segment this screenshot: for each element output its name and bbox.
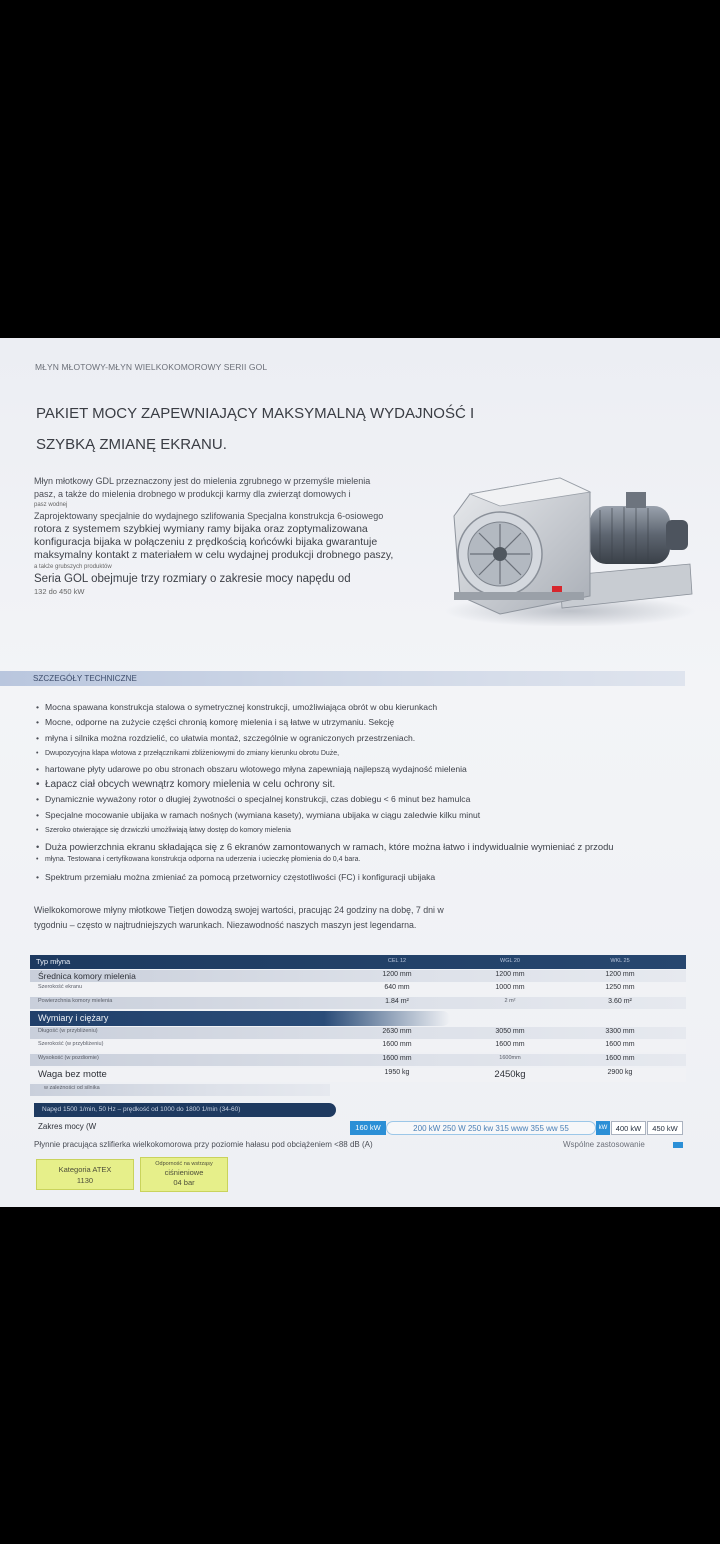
group-header <box>30 1011 450 1026</box>
table-row <box>30 1040 686 1052</box>
intro-line: a także grubszych produktów <box>34 563 112 570</box>
intro-line: pasz, a także do mielenia drobnego w produkcji karmy dla zwierząt domowych i <box>34 488 351 499</box>
cell: 1600 mm <box>605 1041 635 1048</box>
section-heading-bar <box>0 671 685 686</box>
list-item: • Dwupozycyjna klapa wlotowa z przełącznikami zbliżeniowymi do zmiany kierunku obrotu Duże, <box>34 746 694 761</box>
hammer-mill-image <box>440 466 700 626</box>
atex-badge <box>36 1159 134 1190</box>
intro-line: maksymalny kontakt z materiałem w celu wydajnej produkcji drobnego paszy, <box>34 548 394 561</box>
list-item: • młyna i silnika można rozdzielić, co ułatwia montaż, szczególnie w ograniczonych przestrzeniach. <box>34 731 694 746</box>
list-item: • Łapacz ciał obcych wewnątrz komory mielenia w celu ochrony sit. <box>34 777 694 792</box>
intro-line: rotora z systemem szybkiej wymiany ramy bijaka oraz zoptymalizowana <box>34 522 368 535</box>
badge-value: 04 bar <box>173 1178 195 1187</box>
cell: 1600 mm <box>495 1041 525 1048</box>
row-label: Szerokość (w przybliżeniu) <box>38 1041 104 1047</box>
list-item: • Specjalne mocowanie ubijaka w ramach nośnych (wymiana kasety), wymiana ubijaka w ciągu zaledwie kilku minut <box>34 808 694 823</box>
cell: 1200 mm <box>495 971 525 978</box>
cell: 640 mm <box>384 984 410 991</box>
row-label: Szerokość ekranu <box>38 984 83 990</box>
legend-swatch <box>673 1142 683 1148</box>
intro-line: pasz wodnej <box>34 502 68 508</box>
table-row <box>30 1068 686 1082</box>
drive-note: Napęd 1500 1/min, 50 Hz – prędkość od 1000 do 1800 1/min (34-60) <box>34 1103 336 1117</box>
group-label: Wymiary i ciężary <box>38 1013 109 1023</box>
title-line-1: PAKIET MOCY ZAPEWNIAJĄCY MAKSYMALNĄ WYDAJNOŚĆ I <box>36 405 475 422</box>
power-chip: 160 kW <box>350 1121 386 1135</box>
technical-details-list <box>34 700 694 885</box>
power-chip: kW <box>596 1121 610 1135</box>
cell: 2450kg <box>494 1069 526 1080</box>
table-row <box>30 970 686 982</box>
table-row <box>30 997 686 1009</box>
cell: 1200 mm <box>605 971 635 978</box>
model-name: WGL 20 <box>500 958 520 964</box>
cell: 2900 kg <box>607 1069 633 1076</box>
badge-label: ciśnieniowe <box>164 1168 204 1177</box>
cell: 1600 mm <box>605 1055 635 1062</box>
list-item: • Szeroko otwierające się drzwiczki umożliwiają łatwy dostęp do komory mielenia <box>34 823 694 838</box>
cell: 1000 mm <box>495 984 525 991</box>
list-item: • Mocna spawana konstrukcja stalowa o symetrycznej konstrukcji, umożliwiająca obrót w obu kierunkach <box>34 700 694 715</box>
intro-line: konfiguracja bijaka w połączeniu z prędkością końcówki bijaka gwarantuje <box>34 535 378 548</box>
list-item: • hartowane płyty udarowe po obu stronach obszaru wlotowego młyna zapewniają najlepszą wydajność mielenia <box>34 762 694 777</box>
row-label: Długość (w przybliżeniu) <box>38 1028 98 1034</box>
intro-text <box>34 475 394 597</box>
common-use-legend: Wspólne zastosowanie <box>563 1140 645 1149</box>
badge-label: Odporność na wstrząsy <box>155 1161 213 1167</box>
row-label: Zakres mocy (W <box>38 1122 97 1131</box>
brochure-page <box>0 338 720 1207</box>
cell: 1600 mm <box>382 1041 412 1048</box>
list-item: • Duża powierzchnia ekranu składająca się z 6 ekranów zamontowanych w ramach, które można łatwo i indywidualnie wymieniać z przodu <box>34 839 694 854</box>
model-name: WKL 25 <box>610 958 630 964</box>
table-row <box>30 1054 686 1066</box>
badge-label: Kategoria ATEX <box>58 1165 112 1174</box>
badge-value: 1130 <box>76 1176 94 1185</box>
reliability-paragraph <box>34 903 534 933</box>
header-label: Typ młyna <box>36 957 71 966</box>
table-header <box>30 955 686 969</box>
intro-line: 132 do 450 kW <box>34 586 85 596</box>
intro-line: Zaprojektowany specjalnie do wydajnego szlifowania Specjalna konstrukcja 6-osiowego <box>34 511 384 521</box>
table-row <box>30 1084 330 1096</box>
breadcrumb: MŁYN MŁOTOWY-MŁYN WIELKOKOMOROWY SERII GOL <box>35 362 268 372</box>
paragraph-line: tygodniu – często w najtrudniejszych warunkach. Niezawodność naszych maszyn jest legendarna. <box>34 920 417 930</box>
cell: 3.60 m² <box>608 998 632 1005</box>
cell: 2630 mm <box>382 1028 412 1035</box>
cell: 1950 kg <box>384 1069 410 1076</box>
pressure-badge <box>140 1157 228 1192</box>
intro-line: Młyn młotkowy GDL przeznaczony jest do mielenia zgrubnego w przemyśle mielenia <box>34 476 371 486</box>
cell: 3050 mm <box>495 1028 525 1035</box>
paragraph-line: Wielkokomorowe młyny młotkowe Tietjen dowodzą swojej wartości, pracując 24 godziny na dobę, 7 dni w <box>34 905 444 915</box>
power-chip: 450 kW <box>647 1121 683 1135</box>
cell: 2 m² <box>504 998 516 1004</box>
table-row <box>30 1027 686 1039</box>
cell: 1250 mm <box>605 984 635 991</box>
intro-line: Seria GOL obejmuje trzy rozmiary o zakresie mocy napędu od <box>34 572 351 585</box>
cell: 3300 mm <box>605 1028 635 1035</box>
row-label: Powierzchnia komory mielenia <box>38 998 113 1004</box>
section-heading: SZCZEGÓŁY TECHNICZNE <box>33 674 137 683</box>
noise-footnote: Płynnie pracująca szlifierka wielkokomorowa przy poziomie hałasu pod obciążeniem <88 dB (A) <box>34 1140 373 1149</box>
model-name: CEL 12 <box>387 958 407 964</box>
row-label: w zależności od silnika <box>44 1085 100 1091</box>
cell: 1600mm <box>499 1055 521 1061</box>
list-item: • Dynamicznie wyważony rotor o długiej żywotności o specjalnej konstrukcji, czas dobiegu < 6 minut bez hamulca <box>34 792 694 807</box>
row-label: Średnica komory mielenia <box>38 971 136 981</box>
list-item: • Mocne, odporne na zużycie części chronią komorę mielenia i są łatwe w utrzymaniu. Sekcję <box>34 715 694 730</box>
cell: 1.84 m² <box>385 998 409 1005</box>
page-title <box>36 398 556 460</box>
list-item: • Spektrum przemiału można zmieniać za pomocą przetwornicy częstotliwości (FC) i konfiguracji ubijaka <box>34 870 694 885</box>
row-label: Waga bez motte <box>38 1069 107 1080</box>
power-range-row <box>30 1121 686 1135</box>
cell: 1600 mm <box>382 1055 412 1062</box>
power-chip: 400 kW <box>611 1121 646 1135</box>
row-label: Wysokość (w pozdiomie) <box>38 1055 99 1061</box>
table-row <box>30 983 686 995</box>
cell: 1200 mm <box>382 971 412 978</box>
title-line-2: SZYBKĄ ZMIANĘ EKRANU. <box>36 436 227 453</box>
power-chip: 200 kW 250 W 250 kw 315 www 355 ww 55 <box>386 1121 596 1135</box>
list-item: • młyna. Testowana i certyfikowana konstrukcja odporna na uderzenia i ucieczkę płomienia do 0,4 bara. <box>34 854 694 865</box>
